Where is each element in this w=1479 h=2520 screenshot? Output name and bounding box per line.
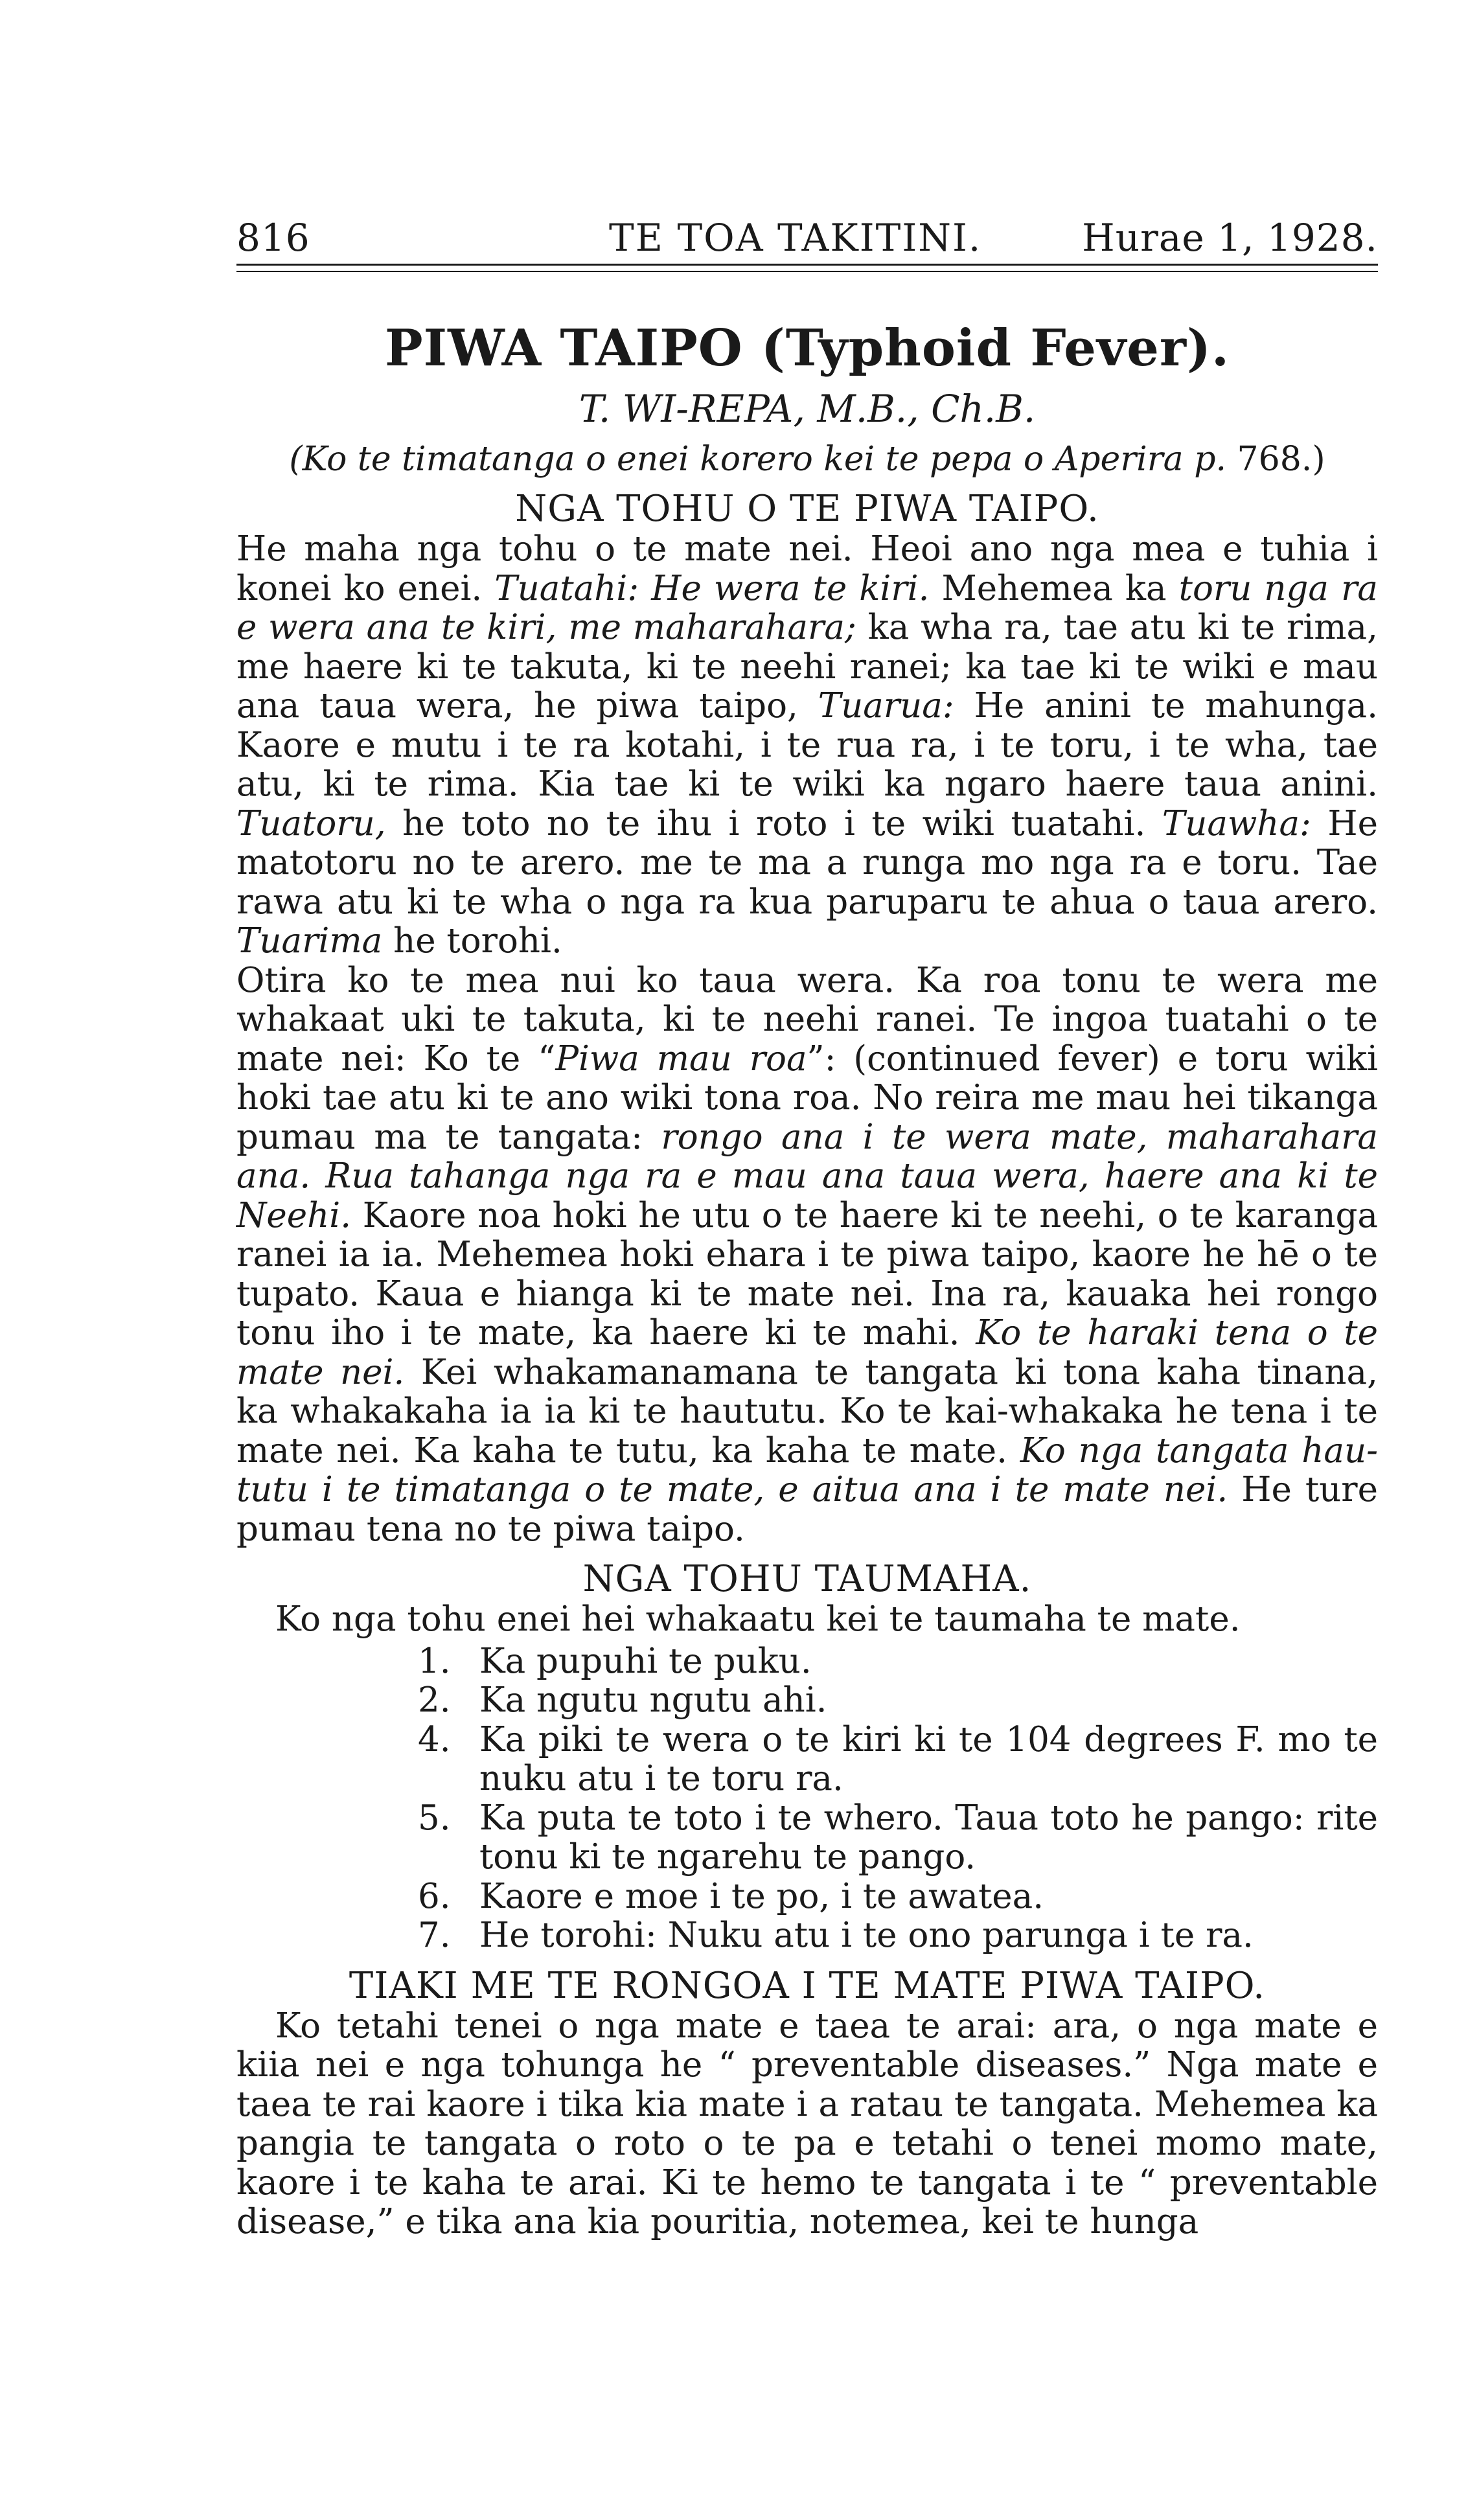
text-run: He matotoru no te arero. me te ma a runga mo nga ra e toru. Tae rawa atu ki te wha o nga ra kua paruparu te ahua o taua arero. <box>236 803 1379 922</box>
italic-run: Tuarua: <box>818 686 954 726</box>
list-item <box>236 1681 1378 1721</box>
section-heading-severe-signs: NGA TOHU TAUMAHA. <box>582 1558 1032 1600</box>
continuation-page: 768.) <box>1237 440 1325 479</box>
italic-run: rongo ana i te wera mate, maharahara ana. Rua tahanga nga ra e mau ana taua wera, haere ana ki te Neehi. <box>236 1117 1378 1235</box>
list-item-number: 5. <box>418 1798 451 1838</box>
list-item-number: 1. <box>418 1641 451 1681</box>
severe-signs-intro: Ko nga tohu enei hei whakaatu kei te taumaha te mate. <box>275 1599 1241 1639</box>
section-heading-prevention: TIAKI ME TE RONGOA I TE MATE PIWA TAIPO. <box>349 1964 1266 2007</box>
text-run: Kei whakamanamana te tangata ki tona kaha tinana, ka whakakaha ia ia ki te haututu. Ko te kai-whakaka he tena i te mate nei. Ka kaha te tutu, ka kaha te mate. <box>236 1352 1378 1471</box>
running-header <box>236 204 1378 260</box>
text-run: he toto no te ihu i roto i te wiki tuatahi. <box>385 803 1162 843</box>
issue-date: Hurae 1, 1928. <box>1082 216 1378 260</box>
continuation-text: (Ko te timatanga o enei korero kei te pepa o Aperira p. <box>289 440 1227 479</box>
continuation-note <box>236 440 1378 479</box>
list-item-number: 4. <box>418 1719 451 1759</box>
article-author: T. WI-REPA, M.B., Ch.B. <box>579 387 1036 431</box>
text-run: Mehemea ka <box>929 568 1179 608</box>
list-item-number: 2. <box>418 1680 451 1720</box>
document-page <box>236 204 1378 2242</box>
prevention-paragraph: Ko tetahi tenei o nga mate e taea te arai: ara, o nga mate e kiia nei e nga tohunga he “ preventable diseases.” Nga mate e taea te rai kaore i tika kia mate i a ratau te tangata. Mehemea ka pangia te tangata o roto o te pa e tetahi o tenei momo mate, kaore i te kaha te arai. Ki te hemo te tangata i te “ preventable disease,” e tika ana kia pouritia, notemea, kei te hunga <box>236 2006 1378 2241</box>
list-item-text: Ka piki te wera o te kiri ki te 104 degrees F. mo te nuku atu i te toru ra. <box>479 1719 1378 1798</box>
header-rule-thin <box>236 271 1378 272</box>
list-item-text: He torohi: Nuku atu i te ono parunga i te ra. <box>479 1916 1254 1955</box>
section-heading-symptoms: NGA TOHU O TE PIWA TAIPO. <box>515 488 1099 530</box>
symptoms-paragraph-1 <box>236 530 1378 961</box>
text-run: Kaore noa hoki he utu o te haere ki te neehi, o te karanga ranei ia ia. Mehemea hoki ehara i te piwa taipo, kaore he hē o te tupato. Kaua e hianga ki te mate nei. Ina ra, kauaka hei rongo tonu iho i te mate, ka haere ki te mahi. <box>236 1195 1378 1353</box>
list-item-text: Ka pupuhi te puku. <box>479 1641 812 1681</box>
italic-run: Tuawha: <box>1162 803 1311 843</box>
header-rule <box>236 264 1378 266</box>
page-number: 816 <box>236 216 310 260</box>
italic-run: Tuatahi: He wera te kiri. <box>494 568 930 608</box>
article-title: PIWA TAIPO (Typhoid Fever). <box>384 319 1230 378</box>
list-item <box>236 1916 1378 1956</box>
list-item <box>236 1877 1378 1917</box>
text-run: ka wha ra, tae atu ki te rima, me haere ki te takuta, ki te neehi ranei; ka tae ki te wiki e mau ana taua wera, he piwa taipo, <box>236 608 1378 726</box>
italic-run: Tuatoru, <box>236 803 386 843</box>
list-item <box>236 1721 1378 1799</box>
text-run: He ture pumau tena no te piwa taipo. <box>236 1470 1379 1549</box>
italic-run: Piwa mau roa <box>555 1038 807 1079</box>
severe-signs-list <box>236 1642 1378 1956</box>
list-item-number: 7. <box>418 1916 451 1955</box>
text-run: He anini te mahunga. Kaore e mutu i te ra kotahi, i te rua ra, i te toru, i te wha, tae atu, ki te rima. Kia tae ki te wiki ka ngaro haere taua anini. <box>236 686 1378 804</box>
journal-title: TE TOA TAKITINI. <box>609 216 982 260</box>
list-item-text: Kaore e moe i te po, i te awatea. <box>479 1876 1044 1916</box>
italic-run: toru nga ra e wera ana te kiri, me maharahara; <box>236 568 1379 647</box>
text-run: He maha nga tohu o te mate nei. Heoi ano nga mea e tuhia i konei ko enei. <box>236 529 1378 608</box>
text-run: he torohi. <box>382 921 562 961</box>
list-item-text: Ka puta te toto i te whero. Taua toto he pango: rite tonu ki te ngarehu te pango. <box>479 1798 1378 1877</box>
symptoms-paragraph-2 <box>236 961 1378 1550</box>
list-item <box>236 1642 1378 1682</box>
list-item-text: Ka ngutu ngutu ahi. <box>479 1680 827 1720</box>
list-item <box>236 1799 1378 1877</box>
list-item-number: 6. <box>418 1876 451 1916</box>
text-run: ”: (continued fever) e toru wiki hoki tae atu ki te ano wiki tona roa. No reira me mau hei tikanga pumau ma te tangata: <box>236 1038 1378 1157</box>
italic-run: Ko te haraki tena o te mate nei. <box>236 1313 1379 1392</box>
text-run: Otira ko te mea nui ko taua wera. Ka roa tonu te wera me whakaat uki te takuta, ki te neehi ranei. Te ingoa tuatahi o te mate nei: Ko te “ <box>236 960 1378 1079</box>
italic-run: Tuarima <box>236 921 383 961</box>
italic-run: Ko nga tangata hau-tutu i te timatanga o te mate, e aitua ana i te mate nei. <box>236 1430 1378 1509</box>
